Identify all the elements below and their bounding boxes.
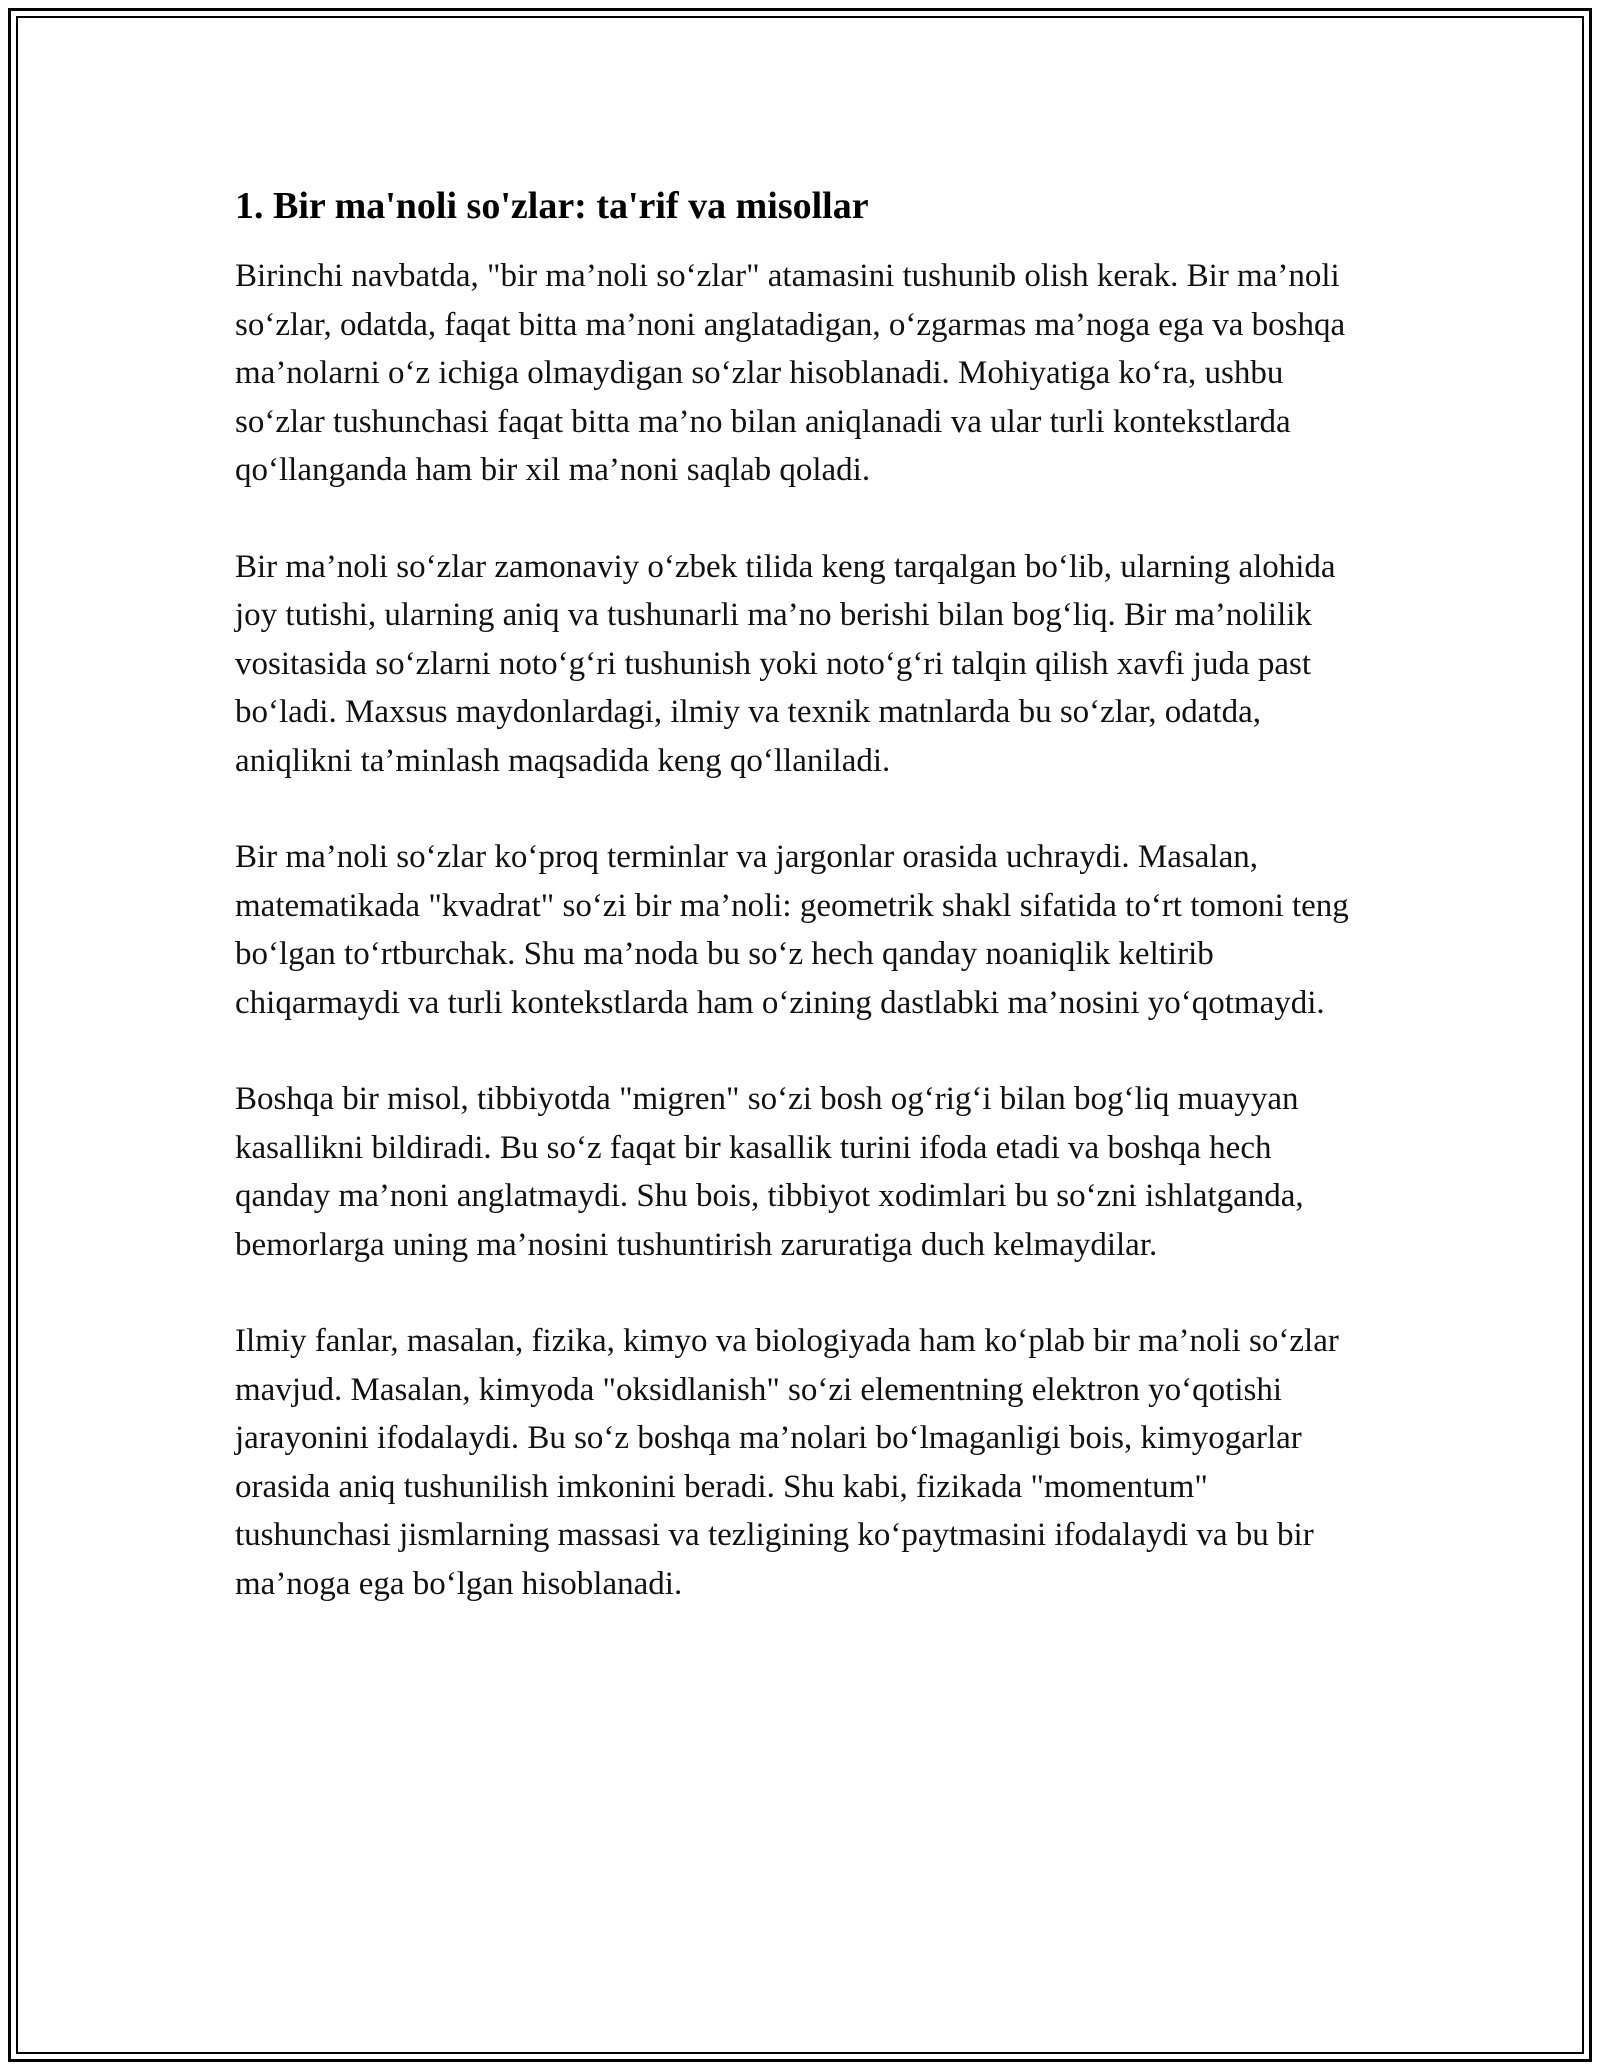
paragraph-definition: Birinchi navbatda, "bir ma’noli so‘zlar" atamasini tushunib olish kerak. Bir ma’noli so‘zlar, odatda, faqat bitta ma’noni anglatadigan, o‘zgarmas ma’noga ega va boshqa ma’nolarni o‘z ichiga olmaydigan so‘zlar hisoblanadi. Mohiyatiga ko‘ra, ushbu so‘zlar tushunchasi faqat bitta ma’no bilan aniqlanadi va ular turli kontekstlarda qo‘llanganda ham bir xil ma’noni saqlab qoladi. <box>235 258 1346 488</box>
document-body <box>235 182 1365 1656</box>
paragraph-math-example: Bir ma’noli so‘zlar ko‘proq terminlar va jargonlar orasida uchraydi. Masalan, matematikada "kvadrat" so‘zi bir ma’noli: geometrik shakl sifatida to‘rt tomoni teng bo‘lgan to‘rtburchak. Shu ma’noda bu so‘z hech qanday noaniqlik keltirib chiqarmaydi va turli kontekstlarda ham o‘zining dastlabki ma’nosini yo‘qotmaydi. <box>235 839 1349 1021</box>
section-heading: 1. Bir ma'noli so'zlar: ta'rif va misollar <box>235 185 869 227</box>
paragraph-medicine-example: Boshqa bir misol, tibbiyotda "migren" so‘zi bosh og‘rig‘i bilan bog‘liq muayyan kasallikni bildiradi. Bu so‘z faqat bir kasallik turini ifoda etadi va boshqa hech qanday ma’noni anglatmaydi. Shu bois, tibbiyot xodimlari bu so‘zni ishlatganda, bemorlarga uning ma’nosini tushuntirish zaruratiga duch kelmaydilar. <box>235 1081 1304 1263</box>
paragraph-science-example: Ilmiy fanlar, masalan, fizika, kimyo va biologiyada ham ko‘plab bir ma’noli so‘zlar mavjud. Masalan, kimyoda "oksidlanish" so‘zi elementning elektron yo‘qotishi jarayonini ifodalaydi. Bu so‘z boshqa ma’nolari bo‘lmaganligi bois, kimyogarlar orasida aniq tushunilish imkonini beradi. Shu kabi, fizikada "momentum" tushunchasi jismlarning massasi va tezligining ko‘paytmasini ifodalaydi va bu bir ma’noga ega bo‘lgan hisoblanadi. <box>235 1323 1339 1602</box>
paragraph-usage: Bir ma’noli so‘zlar zamonaviy o‘zbek tilida keng tarqalgan bo‘lib, ularning alohida joy tutishi, ularning aniq va tushunarli ma’no berishi bilan bog‘liq. Bir ma’nolilik vositasida so‘zlarni noto‘g‘ri tushunish yoki noto‘g‘ri talqin qilish xavfi juda past bo‘ladi. Maxsus maydonlardagi, ilmiy va texnik matnlarda bu so‘zlar, odatda, aniqlikni ta’minlash maqsadida keng qo‘llaniladi. <box>235 548 1336 779</box>
